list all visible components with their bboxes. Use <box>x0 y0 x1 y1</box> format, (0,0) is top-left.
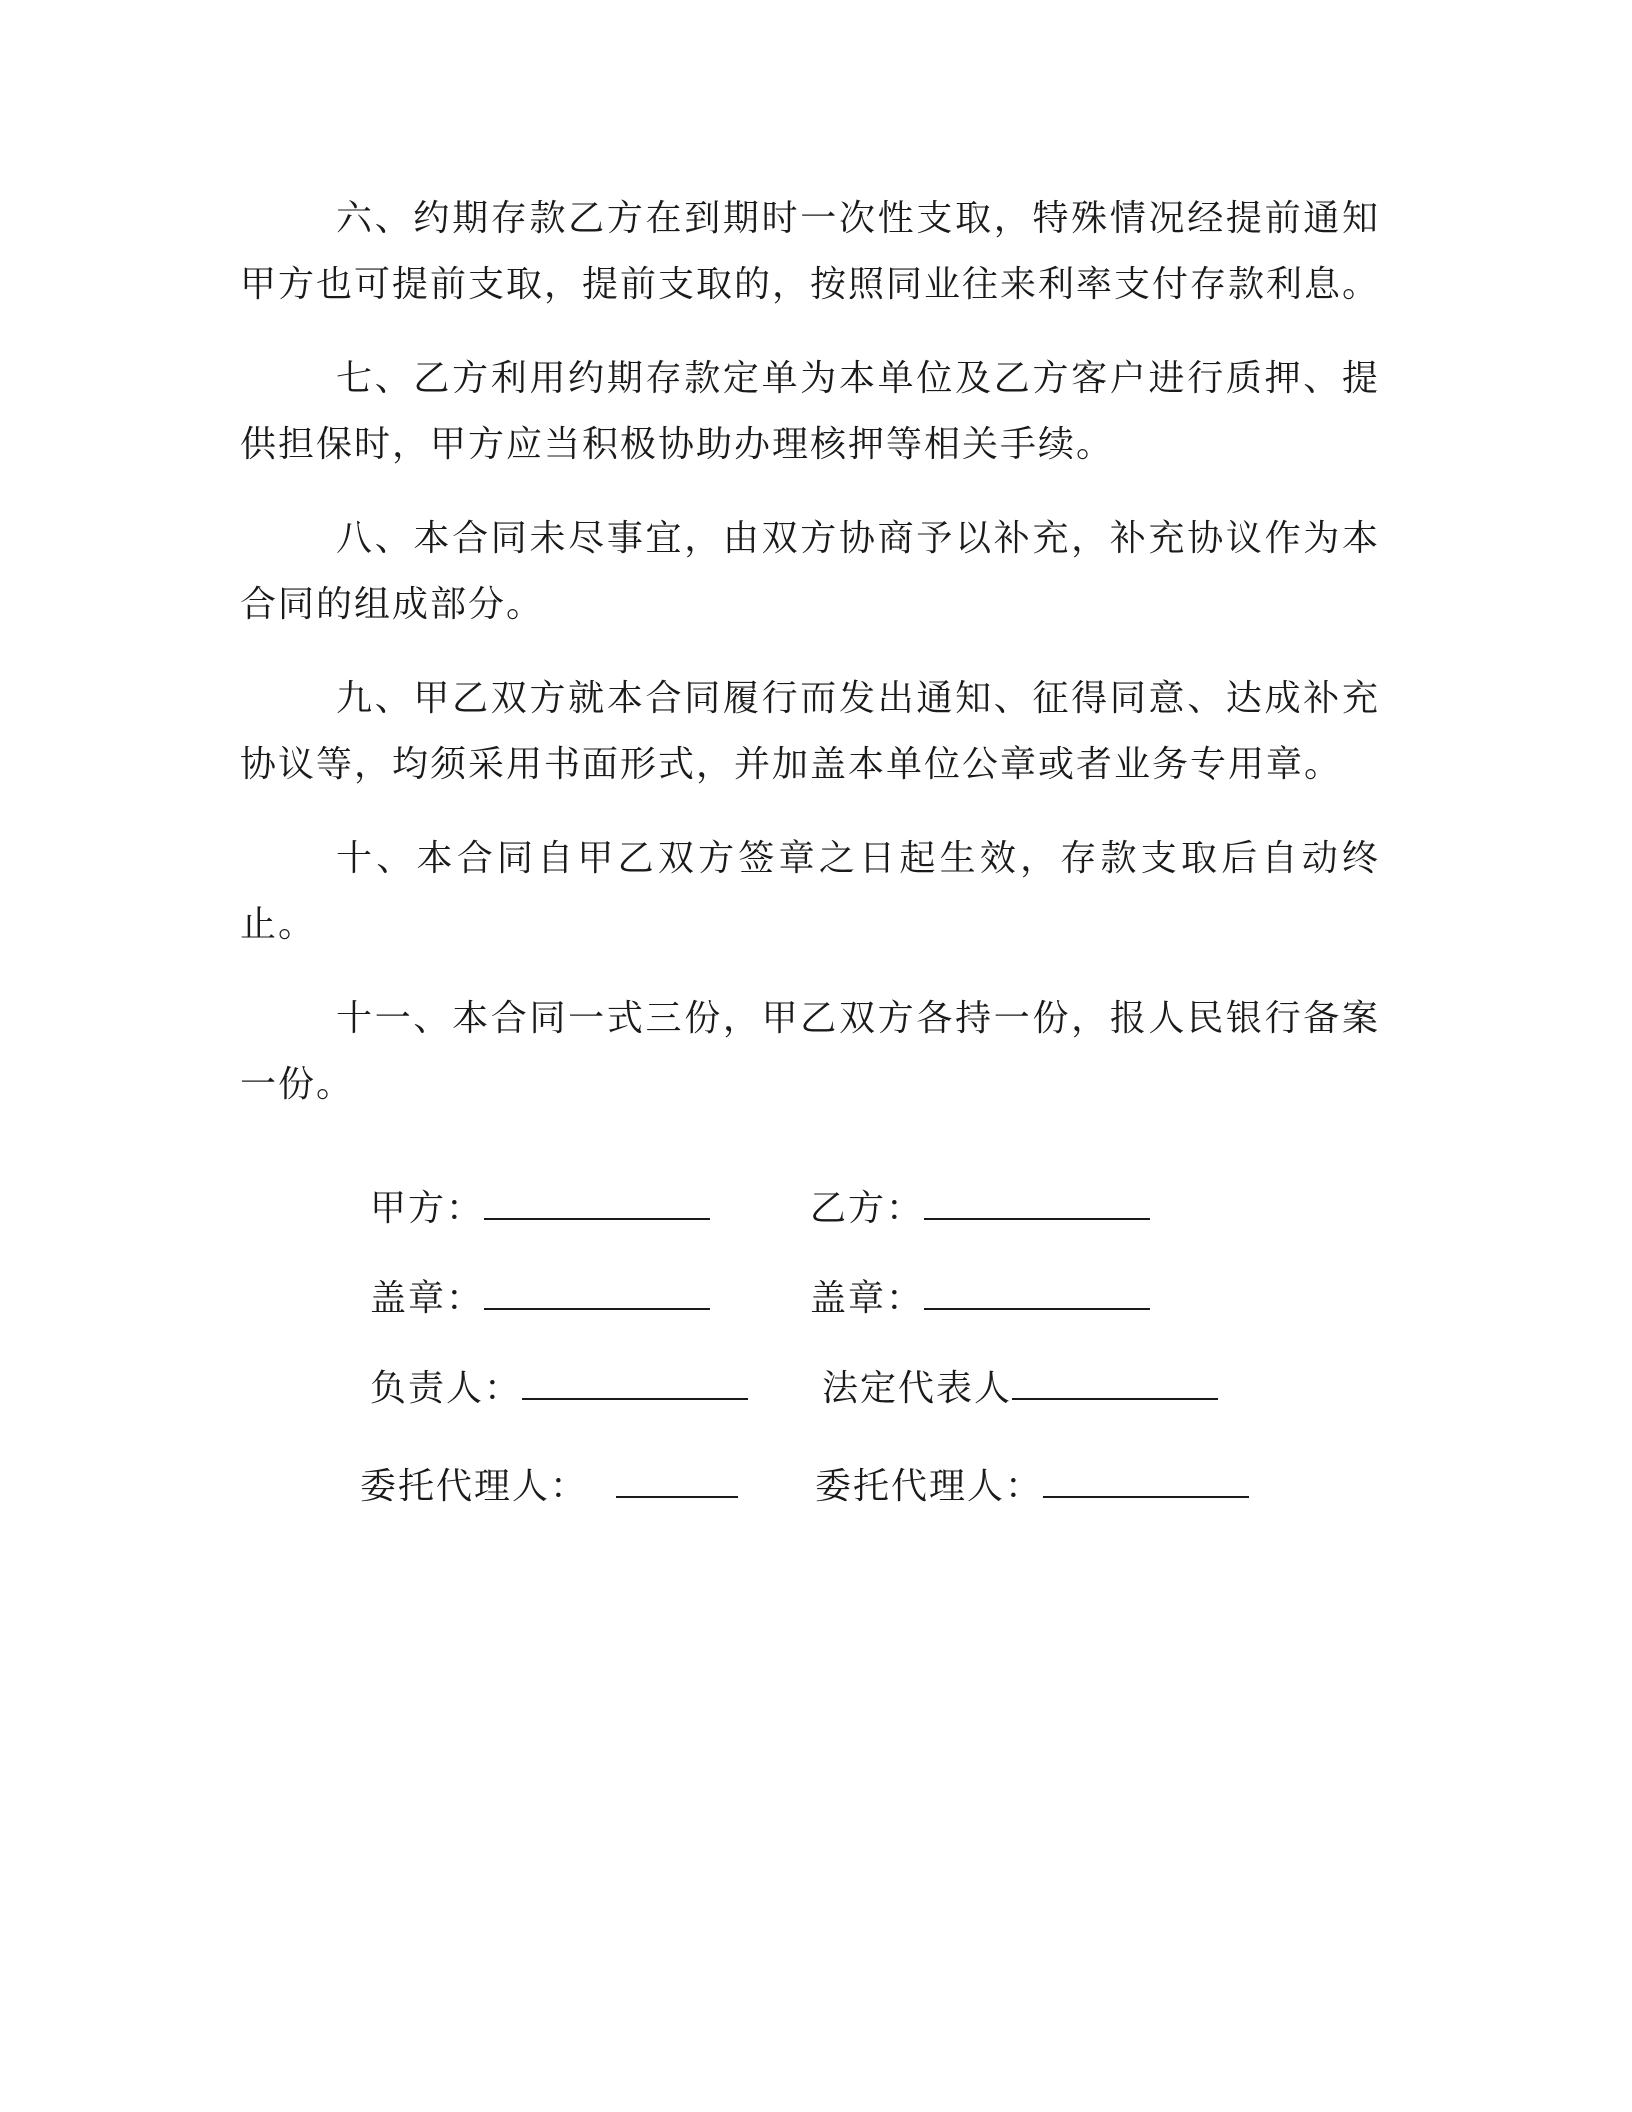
legal-representative-row <box>822 1362 1218 1414</box>
seal-a-blank[interactable] <box>484 1272 710 1310</box>
agent-a-label: 委托代理人： <box>360 1466 589 1507</box>
agent-b-label: 委托代理人： <box>815 1466 1044 1507</box>
party-b-blank[interactable] <box>924 1182 1150 1220</box>
seal-b-blank[interactable] <box>924 1272 1150 1310</box>
clause-9: 九、甲乙双方就本合同履行而发出通知、征得同意、达成补充协议等，均须采用书面形式，并加盖本单位公章或者业务专用章。 <box>240 678 1380 785</box>
contract-clauses <box>240 186 1380 1146</box>
party-b-label: 乙方： <box>810 1188 925 1229</box>
seal-a-label: 盖章： <box>370 1278 485 1319</box>
clause-8: 八、本合同未尽事宜，由双方协商予以补充，补充协议作为本合同的组成部分。 <box>240 518 1380 625</box>
clause-6: 六、约期存款乙方在到期时一次性支取，特殊情况经提前通知甲方也可提前支取，提前支取的，按照同业往来利率支付存款利息。 <box>240 198 1381 305</box>
clause-11: 十一、本合同一式三份，甲乙双方各持一份，报人民银行备案一份。 <box>240 998 1380 1105</box>
seal-b-row <box>810 1272 1150 1324</box>
agent-b-blank[interactable] <box>1043 1460 1249 1498</box>
agent-a-blank[interactable] <box>616 1460 738 1498</box>
party-a-row <box>370 1182 710 1234</box>
clause-7: 七、乙方利用约期存款定单为本单位及乙方客户进行质押、提供担保时，甲方应当积极协助办理核押等相关手续。 <box>240 358 1380 465</box>
party-b-row <box>810 1182 1150 1234</box>
person-in-charge-label: 负责人： <box>370 1368 523 1409</box>
party-a-label: 甲方： <box>370 1188 485 1229</box>
seal-a-row <box>370 1272 710 1324</box>
legal-representative-blank[interactable] <box>1012 1362 1218 1400</box>
seal-b-label: 盖章： <box>810 1278 925 1319</box>
clause-10: 十、本合同自甲乙双方签章之日起生效，存款支取后自动终止。 <box>240 838 1380 945</box>
agent-a-row <box>360 1460 738 1512</box>
agent-b-row <box>815 1460 1249 1512</box>
party-a-blank[interactable] <box>484 1182 710 1220</box>
legal-representative-label: 法定代表人 <box>822 1368 1013 1409</box>
person-in-charge-blank[interactable] <box>522 1362 748 1400</box>
person-in-charge-row <box>370 1362 748 1414</box>
